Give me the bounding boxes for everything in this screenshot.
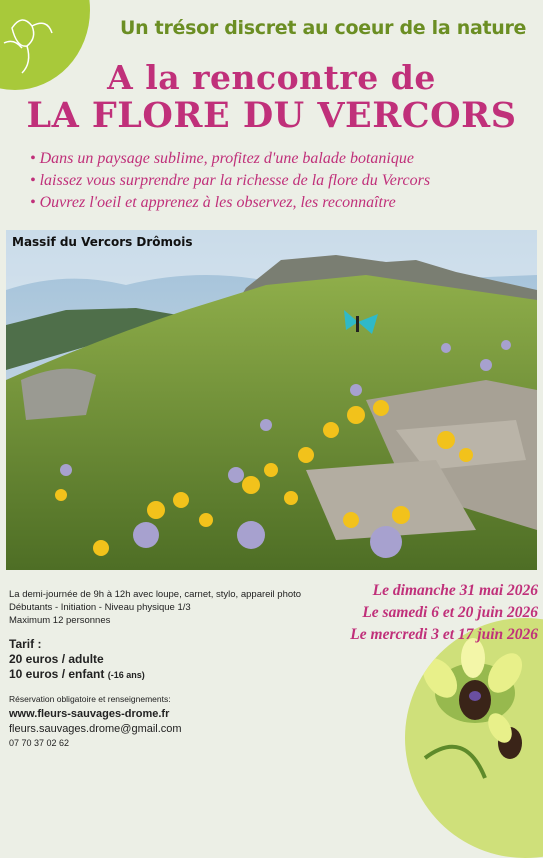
- highlight-item: • laissez vous surprendre par la richesse de la flore du Vercors: [30, 170, 540, 192]
- date-item: Le dimanche 31 mai 2026: [372, 582, 538, 599]
- info-line: La demi-journée de 9h à 12h avec loupe, carnet, stylo, appareil photo: [9, 589, 302, 600]
- website-link[interactable]: www.fleurs-sauvages-drome.fr: [9, 708, 170, 720]
- info-line: Maximum 12 personnes: [9, 615, 111, 626]
- page-title-line1: A la rencontre de: [107, 58, 436, 97]
- orchid-flower-icon: [405, 618, 543, 858]
- tarif-child-price: 10 euros / enfant: [9, 667, 105, 681]
- page-title-line2: LA FLORE DU VERCORS: [26, 95, 517, 136]
- highlight-list: [30, 148, 540, 214]
- photo-caption: Massif du Vercors Drômois: [12, 235, 193, 249]
- date-list: [350, 580, 538, 646]
- tarif-child: [9, 667, 329, 683]
- info-line: Débutants - Initiation - Niveau physique 1/3: [9, 602, 191, 613]
- email-link[interactable]: fleurs.sauvages.drome@gmail.com: [9, 723, 182, 735]
- tarif-adult: 20 euros / adulte: [9, 652, 104, 666]
- highlight-item: • Dans un paysage sublime, profitez d'une balade botanique: [30, 148, 540, 170]
- landscape-illustration: [6, 230, 537, 570]
- date-item: Le samedi 6 et 20 juin 2026: [362, 604, 538, 621]
- tarif-label: Tarif :: [9, 637, 42, 651]
- tarif-child-note: (-16 ans): [107, 670, 145, 680]
- highlight-item: • Ouvrez l'oeil et apprenez à les observez, les reconnaître: [30, 192, 540, 214]
- phone-number: 07 70 37 02 62: [9, 738, 70, 748]
- landscape-photo: [6, 230, 537, 570]
- tagline: Un trésor discret au coeur de la nature: [120, 17, 527, 39]
- reservation-note: Réservation obligatoire et renseignements:: [9, 694, 171, 704]
- practical-info: [9, 588, 329, 750]
- date-item: Le mercredi 3 et 17 juin 2026: [350, 626, 538, 643]
- corner-decoration-bottom-right: [405, 618, 543, 858]
